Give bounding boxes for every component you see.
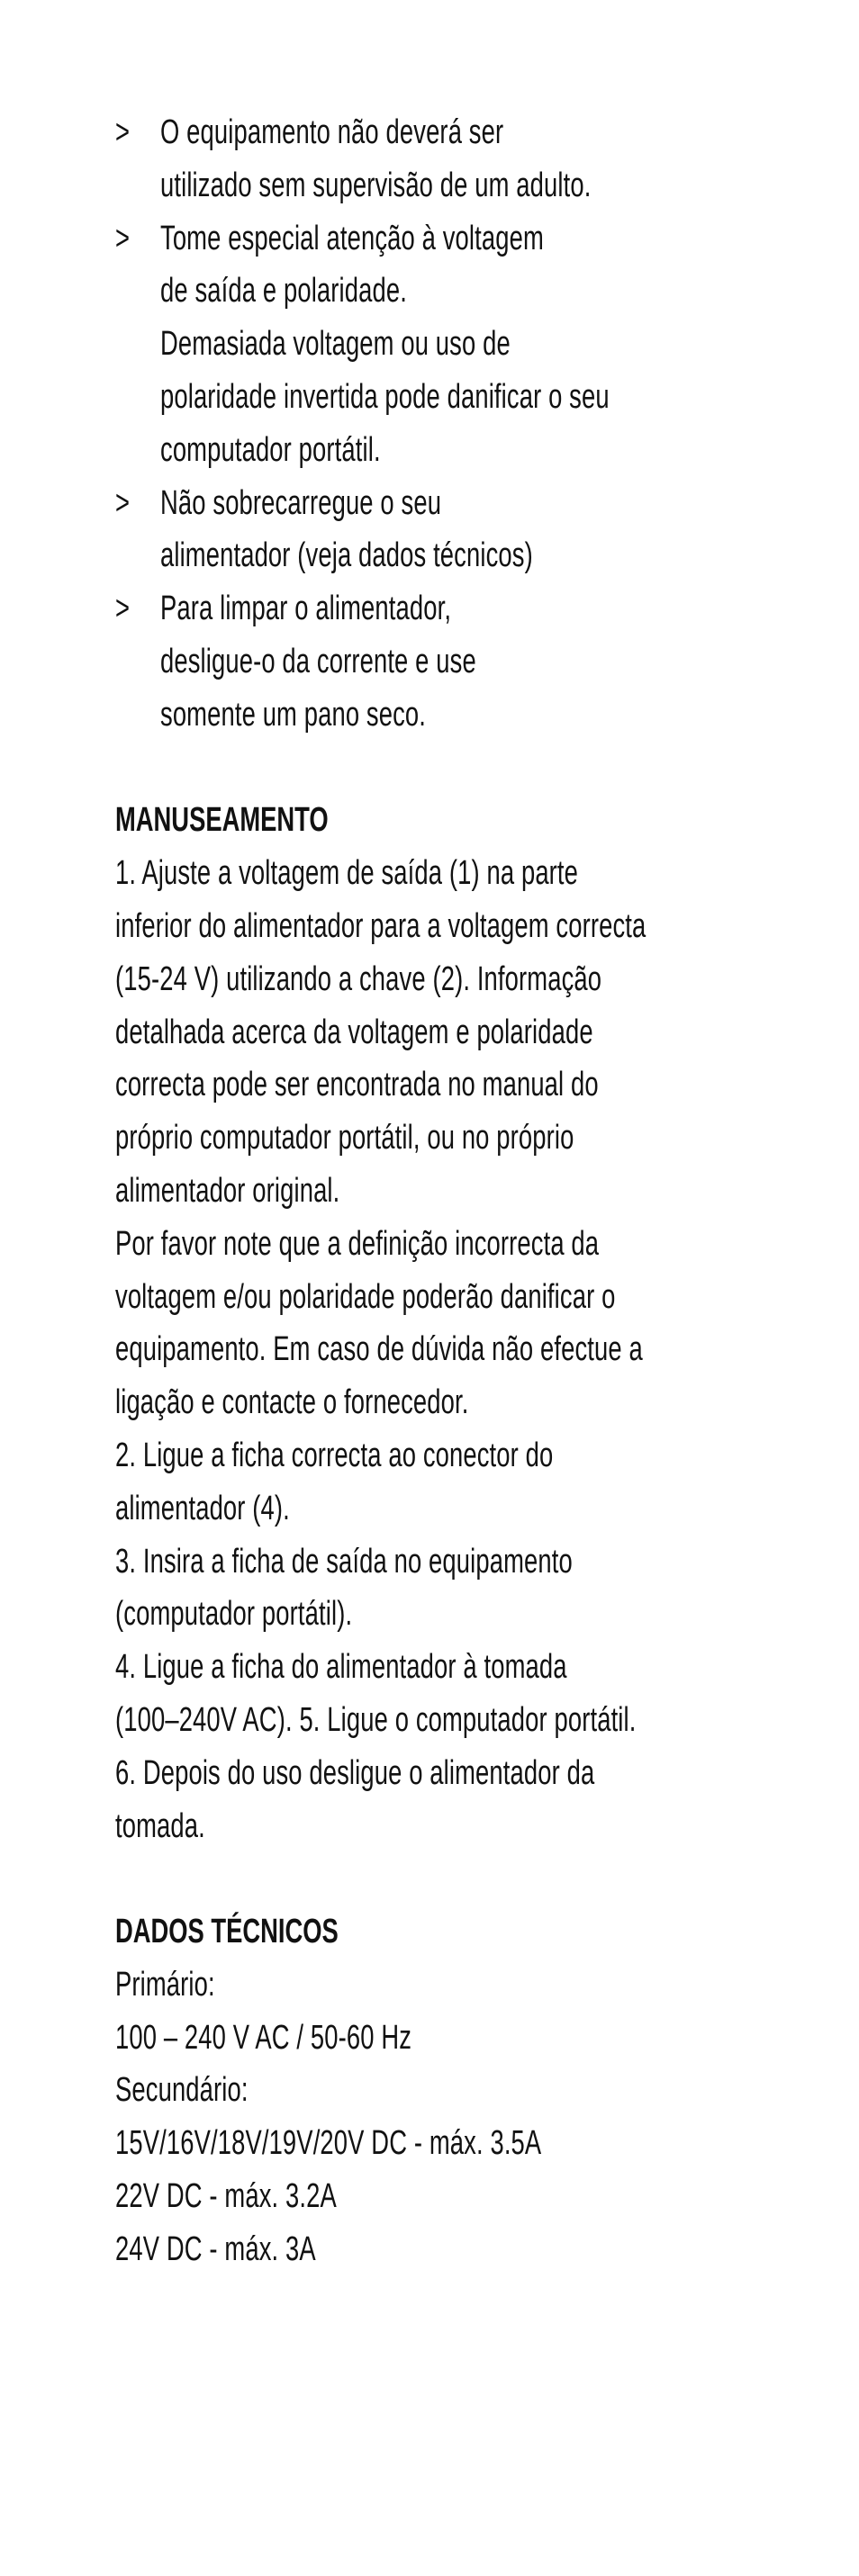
paragraph-line: 1. Ajuste a voltagem de saída (1) na parte — [115, 854, 579, 893]
section-heading: DADOS TÉCNICOS — [115, 1913, 339, 1951]
handling-section — [115, 794, 764, 1852]
warning-line: Demasiada voltagem ou uso de — [160, 325, 511, 364]
warning-line: computador portátil. — [160, 430, 381, 469]
paragraph-line: detalhada acerca da voltagem e polaridade — [115, 1013, 593, 1051]
warning-item — [115, 212, 764, 477]
paragraph-line: tomada. — [115, 1806, 205, 1845]
paragraph-line: Por favor note que a definição incorrecta da — [115, 1224, 600, 1263]
warning-line: O equipamento não deverá ser — [160, 113, 504, 151]
warning-item — [115, 477, 764, 583]
spec-line: Primário: — [115, 1965, 215, 2004]
bullet-marker: > — [115, 590, 130, 628]
warning-line: Não sobrecarregue o seu — [160, 483, 442, 522]
paragraph-line: 2. Ligue a ficha correcta ao conector do — [115, 1436, 554, 1474]
spec-line: 24V DC - máx. 3A — [115, 2229, 316, 2268]
paragraph-line: 4. Ligue a ficha do alimentador à tomada — [115, 1648, 567, 1687]
bullet-marker: > — [115, 483, 130, 522]
warning-line: Para limpar o alimentador, — [160, 590, 452, 628]
section-spacer — [115, 1852, 764, 1905]
spec-line: 15V/16V/18V/19V/20V DC - máx. 3.5A — [115, 2124, 542, 2163]
bullet-marker: > — [115, 219, 130, 257]
warning-line: de saída e polaridade. — [160, 272, 407, 311]
section-heading: MANUSEAMENTO — [115, 801, 329, 840]
warning-item — [115, 582, 764, 741]
warning-line: Tome especial atenção à voltagem — [160, 219, 544, 257]
paragraph-line: voltagem e/ou polaridade poderão danificar o — [115, 1277, 616, 1316]
manual-page — [115, 106, 764, 2276]
technical-section — [115, 1905, 764, 2276]
spec-line: Secundário: — [115, 2071, 249, 2110]
warnings-list — [115, 106, 764, 742]
paragraph-line: alimentador original. — [115, 1171, 340, 1210]
bullet-marker: > — [115, 113, 130, 151]
paragraph-line: equipamento. Em caso de dúvida não efectue a — [115, 1330, 643, 1369]
paragraph-line: alimentador (4). — [115, 1489, 290, 1527]
spec-line: 100 – 240 V AC / 50-60 Hz — [115, 2018, 412, 2057]
spec-line: 22V DC - máx. 3.2A — [115, 2177, 337, 2216]
warning-line: utilizado sem supervisão de um adulto. — [160, 166, 592, 204]
warning-line: desligue-o da corrente e use — [160, 642, 476, 680]
paragraph-line: (100–240V AC). 5. Ligue o computador portátil. — [115, 1700, 637, 1739]
warning-line: polaridade invertida pode danificar o seu — [160, 377, 610, 416]
paragraph-line: 6. Depois do uso desligue o alimentador da — [115, 1753, 595, 1792]
warning-line: alimentador (veja dados técnicos) — [160, 536, 533, 575]
warning-item — [115, 106, 764, 212]
paragraph-line: (computador portátil). — [115, 1595, 353, 1634]
warning-line: somente um pano seco. — [160, 695, 427, 734]
paragraph-line: 3. Insira a ficha de saída no equipamento — [115, 1542, 573, 1581]
paragraph-line: inferior do alimentador para a voltagem correcta — [115, 906, 647, 945]
paragraph-line: (15-24 V) utilizando a chave (2). Informação — [115, 959, 602, 998]
paragraph-line: correcta pode ser encontrada no manual do — [115, 1066, 599, 1104]
section-spacer — [115, 742, 764, 795]
paragraph-line: próprio computador portátil, ou no próprio — [115, 1119, 574, 1157]
paragraph-line: ligação e contacte o fornecedor. — [115, 1383, 469, 1422]
